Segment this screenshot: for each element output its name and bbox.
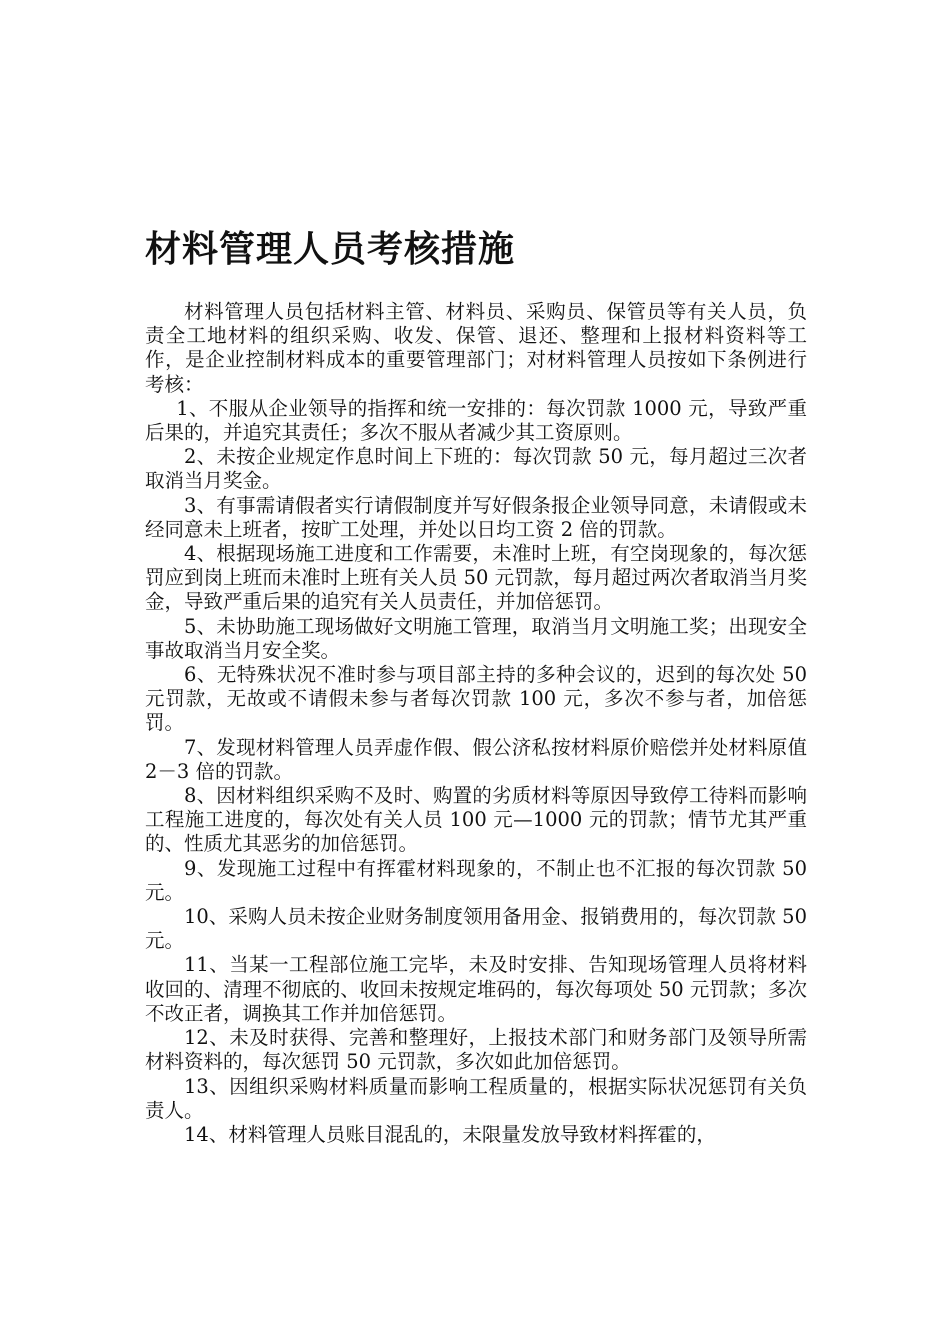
rule-item-4: 4、根据现场施工进度和工作需要，未准时上班，有空岗现象的，每次惩罚应到岗上班而未准时上班有关人员 50 元罚款，每月超过两次者取消当月奖金，导致严重后果的追究有关人员责任，并加倍惩罚。 [145, 542, 807, 614]
rule-item-9: 9、发现施工过程中有挥霍材料现象的，不制止也不汇报的每次罚款 50 元。 [145, 856, 807, 904]
rule-item-11: 11、当某一工程部位施工完毕，未及时安排、告知现场管理人员将材料收回的、清理不彻底的、收回未按规定堆码的，每次每项处 50 元罚款；多次不改正者，调换其工作并加倍惩罚。 [145, 953, 807, 1025]
document-page [145, 228, 807, 1147]
document-title: 材料管理人员考核措施 [145, 229, 516, 270]
rule-item-14: 14、材料管理人员账目混乱的，未限量发放导致材料挥霍的， [184, 1122, 716, 1146]
rule-item-10: 10、采购人员未按企业财务制度领用备用金、报销费用的，每次罚款 50 元。 [145, 905, 807, 953]
rule-item-7: 7、发现材料管理人员弄虚作假、假公济私按材料原价赔偿并处材料原值 2－3 倍的罚款。 [145, 735, 807, 783]
rule-item-3: 3、有事需请假者实行请假制度并写好假条报企业领导同意，未请假或未经同意未上班者，按旷工处理，并处以日均工资 2 倍的罚款。 [145, 493, 807, 541]
rule-item-1: 1、不服从企业领导的指挥和统一安排的：每次罚款 1000 元，导致严重后果的，并追究其责任；多次不服从者减少其工资原则。 [145, 396, 807, 445]
rule-item-5: 5、未协助施工现场做好文明施工管理，取消当月文明施工奖；出现安全事故取消当月安全奖。 [145, 614, 807, 662]
document-body [145, 300, 807, 1147]
rule-item-6: 6、无特殊状况不准时参与项目部主持的多种会议的，迟到的每次处 50 元罚款，无故或不请假未参与者每次罚款 100 元，多次不参与者，加倍惩罚。 [145, 663, 807, 735]
rule-item-12: 12、未及时获得、完善和整理好，上报技术部门和财务部门及领导所需材料资料的，每次惩罚 50 元罚款，多次如此加倍惩罚。 [145, 1026, 807, 1074]
rule-item-2: 2、未按企业规定作息时间上下班的：每次罚款 50 元，每月超过三次者取消当月奖金。 [145, 445, 807, 493]
rule-item-8: 8、因材料组织采购不及时、购置的劣质材料等原因导致停工待料而影响工程施工进度的，每次处有关人员 100 元—1000 元的罚款；情节尤其严重的、性质尤其恶劣的加倍惩罚。 [145, 784, 807, 856]
rule-item-13: 13、因组织采购材料质量而影响工程质量的，根据实际状况惩罚有关负责人。 [145, 1074, 807, 1122]
intro-paragraph: 材料管理人员包括材料主管、材料员、采购员、保管员等有关人员，负责全工地材料的组织采购、收发、保管、退还、整理和上报材料资料等工作，是企业控制材料成本的重要管理部门；对材料管理人员按如下条例进行考核： [145, 300, 807, 396]
